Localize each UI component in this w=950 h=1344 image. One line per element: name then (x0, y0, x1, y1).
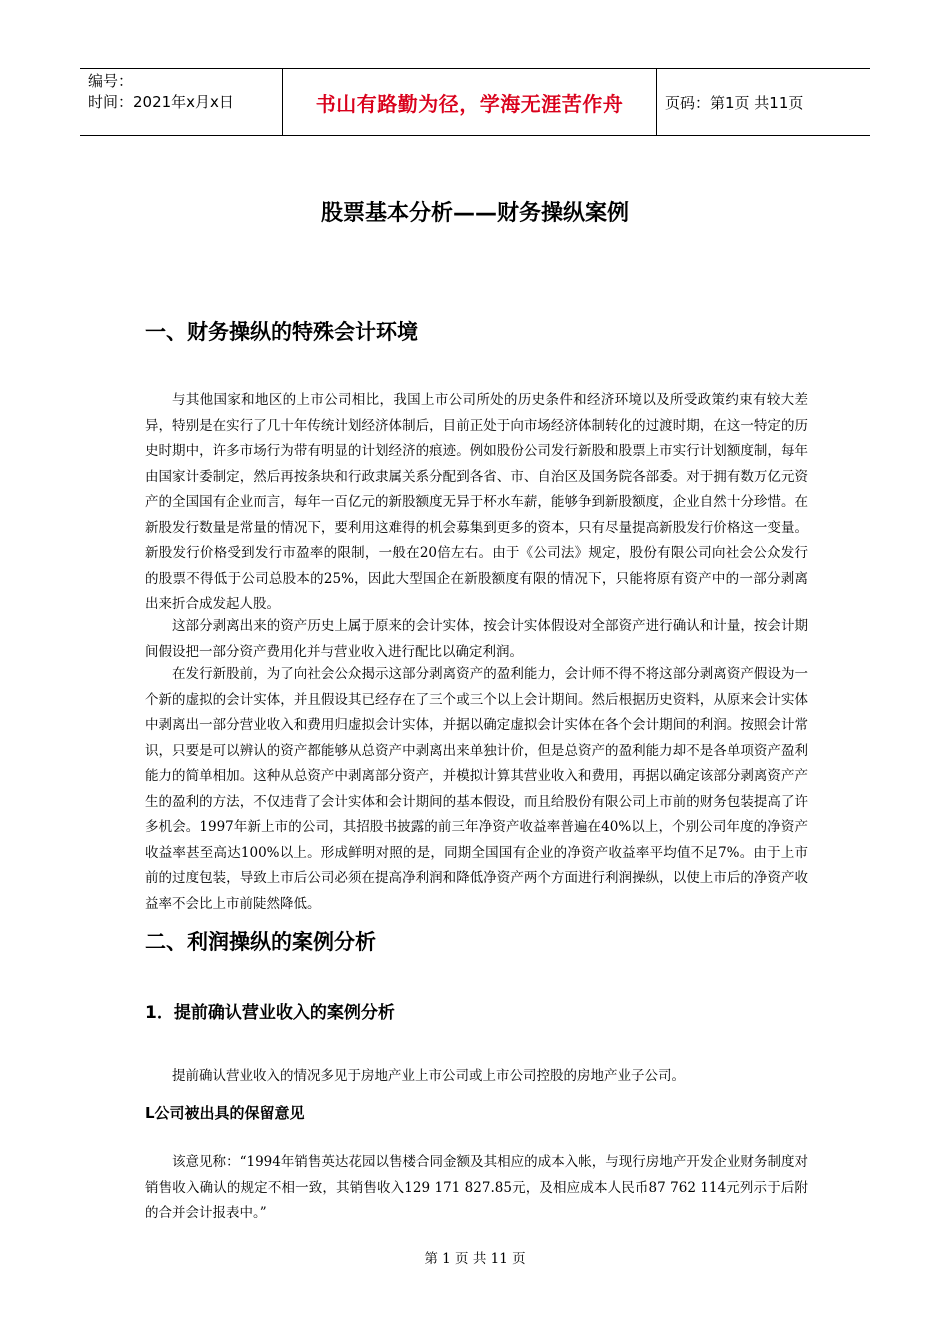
case-heading: L公司被出具的保留意见 (145, 1104, 305, 1122)
header-meta (80, 69, 282, 135)
page-info: 页码：第1页 共11页 (665, 93, 804, 112)
section1-paragraph-1: 与其他国家和地区的上市公司相比，我国上市公司所处的历史条件和经济环境以及所受政策约束有较大差异，特别是在实行了几十年传统计划经济体制后，目前正处于向市场经济体制转化的过渡时期，在这一特定的历史时期中，许多市场行为带有明显的计划经济的痕迹。例如股份公司发行新股和股票上市实行计划额度制，每年由国家计委制定，然后再按条块和行政隶属关系分配到各省、市、自治区及国务院各部委。对于拥有数万亿元资产的全国国有企业而言，每年一百亿元的新股额度无异于杯水车薪，能够争到新股额度，企业自然十分珍惜。在新股发行数量是常量的情况下，要利用这难得的机会募集到更多的资本，只有尽量提高新股发行价格这一变量。新股发行价格受到发行市盈率的限制，一般在20倍左右。由于《公司法》规定，股份有限公司向社会公众发行的股票不得低于公司总股本的25%，因此大型国企在新股额度有限的情况下，只能将原有资产中的一部分剥离出来折合成发起人股。 (145, 392, 808, 612)
section1-heading: 一、财务操纵的特殊会计环境 (145, 320, 418, 344)
motto: 书山有路勤为径，学海无涯苦作舟 (315, 91, 624, 116)
page-footer: 第 1 页 共 11 页 (424, 1251, 526, 1267)
section1-paragraph-2: 这部分剥离出来的资产历史上属于原来的会计实体，按会计实体假设对全部资产进行确认和计量，按会计期间假设把一部分资产费用化并与营业收入进行配比以确定利润。 (145, 618, 808, 660)
serial-label: 编号： (88, 72, 134, 90)
date-label: 时间：2021年x月x日 (88, 93, 234, 111)
document-title: 股票基本分析——财务操纵案例 (320, 201, 629, 226)
section2-intro: 提前确认营业收入的情况多见于房地产业上市公司或上市公司控股的房地产业子公司。 (172, 1068, 685, 1084)
section1-paragraph-3: 在发行新股前，为了向社会公众揭示这部分剥离资产的盈利能力，会计师不得不将这部分剥离资产假设为一个新的虚拟的会计实体，并且假设其已经存在了三个或三个以上会计期间。然后根据历史资料，从原来会计实体中剥离出一部分营业收入和费用归虚拟会计实体，并据以确定虚拟会计实体在各个会计期间的利润。按照会计常识，只要是可以辨认的资产都能够从总资产中剥离出来单独计价，但是总资产的盈利能力却不是各单项资产盈利能力的简单相加。这种从总资产中剥离部分资产，并模拟计算其营业收入和费用，再据以确定该部分剥离资产产生的盈利的方法，不仅违背了会计实体和会计期间的基本假设，而且给股份有限公司上市前的财务包装提高了许多机会。1997年新上市的公司，其招股书披露的前三年净资产收益率普遍在40%以上，个别公司年度的净资产收益率甚至高达100%以上。形成鲜明对照的是，同期全国国有企业的净资产收益率平均值不足7%。由于上市前的过度包装，导致上市后公司必须在提高净利润和降低净资产两个方面进行利润操纵，以使上市后的净资产收益率不会比上市前陡然降低。 (145, 666, 808, 912)
header-motto-cell (282, 69, 657, 135)
section2-heading: 二、利润操纵的案例分析 (145, 930, 376, 954)
page-header (80, 68, 870, 136)
case-quote: 该意见称：“1994年销售英达花园以售楼合同金额及其相应的成本入帐，与现行房地产开发企业财务制度对销售收入确认的规定不相一致，其销售收入129 171 827.85元，及相应成本人民币87 762 114元列示于后附的合并会计报表中。” (145, 1154, 808, 1221)
section2-subheading: 1．提前确认营业收入的案例分析 (145, 1003, 395, 1023)
header-page-info (657, 69, 870, 135)
